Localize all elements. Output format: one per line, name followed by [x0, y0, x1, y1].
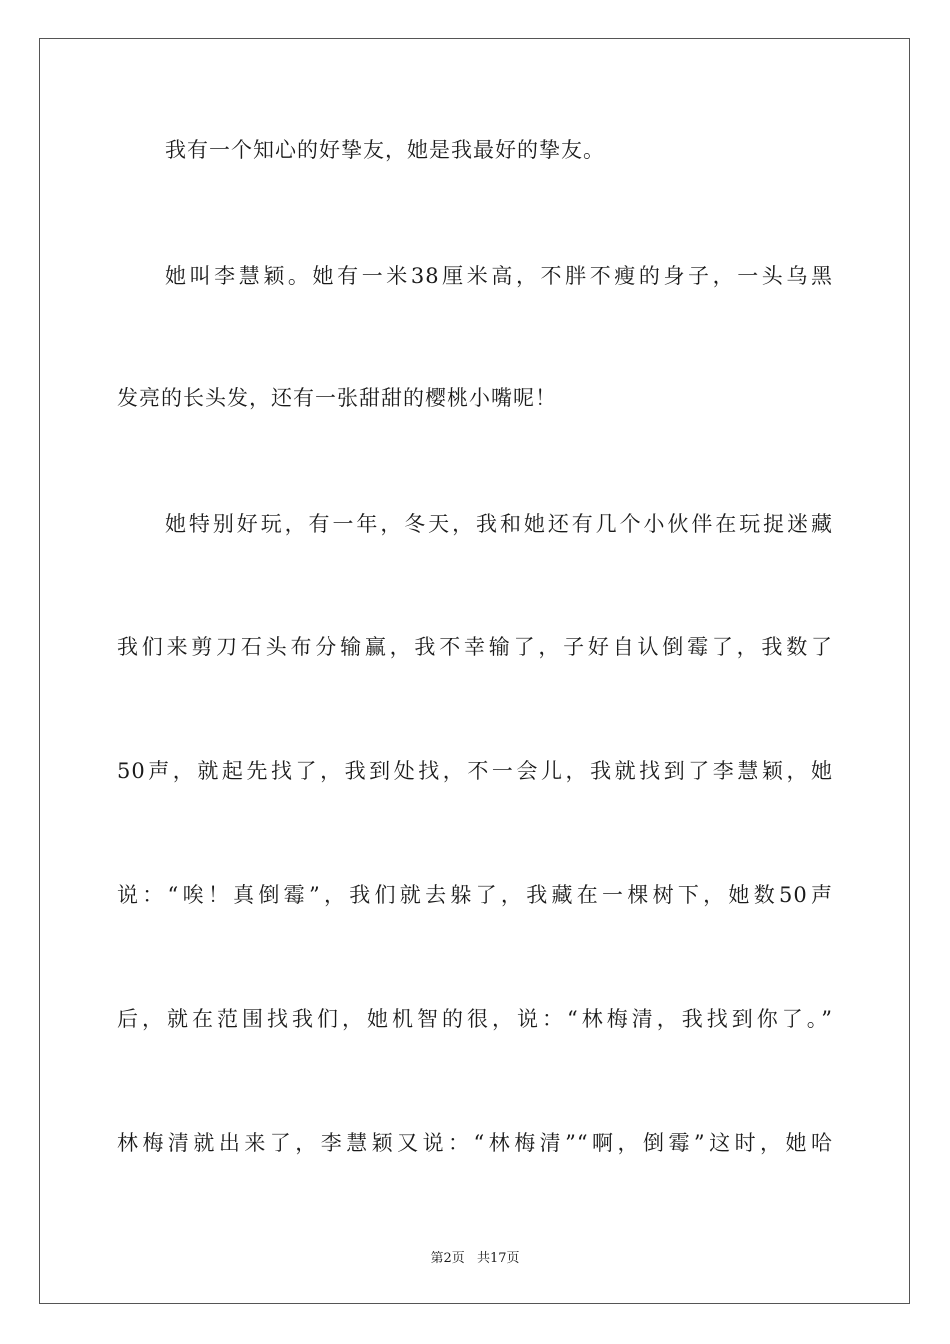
page-number: 第2页 — [430, 1251, 465, 1266]
page-border — [39, 38, 910, 1304]
page-total: 共17页 — [476, 1251, 520, 1266]
paragraph-line: 她叫李慧颖。她有一米38厘米高，不胖不瘦的身子，一头乌黑 — [165, 264, 833, 288]
paragraph-line: 我有一个知心的好挚友，她是我最好的挚友。 — [165, 138, 605, 162]
paragraph-line: 50声，就起先找了，我到处找，不一会儿，我就找到了李慧颖，她 — [117, 759, 833, 783]
paragraph-line: 她特别好玩，有一年，冬天，我和她还有几个小伙伴在玩捉迷藏 — [165, 512, 833, 536]
paragraph-line: 说：“唉！真倒霉”，我们就去躲了，我藏在一棵树下，她数50声 — [117, 883, 833, 907]
paragraph-line: 发亮的长头发，还有一张甜甜的樱桃小嘴呢！ — [117, 386, 557, 410]
paragraph-line: 后，就在范围找我们，她机智的很，说：“林梅清，我找到你了。” — [117, 1007, 833, 1031]
paragraph-line: 我们来剪刀石头布分输赢，我不幸输了，子好自认倒霉了，我数了 — [117, 635, 833, 659]
page-footer — [0, 1247, 950, 1266]
paragraph-line: 林梅清就出来了，李慧颖又说：“林梅清”“啊，倒霉”这时，她哈 — [117, 1131, 833, 1155]
